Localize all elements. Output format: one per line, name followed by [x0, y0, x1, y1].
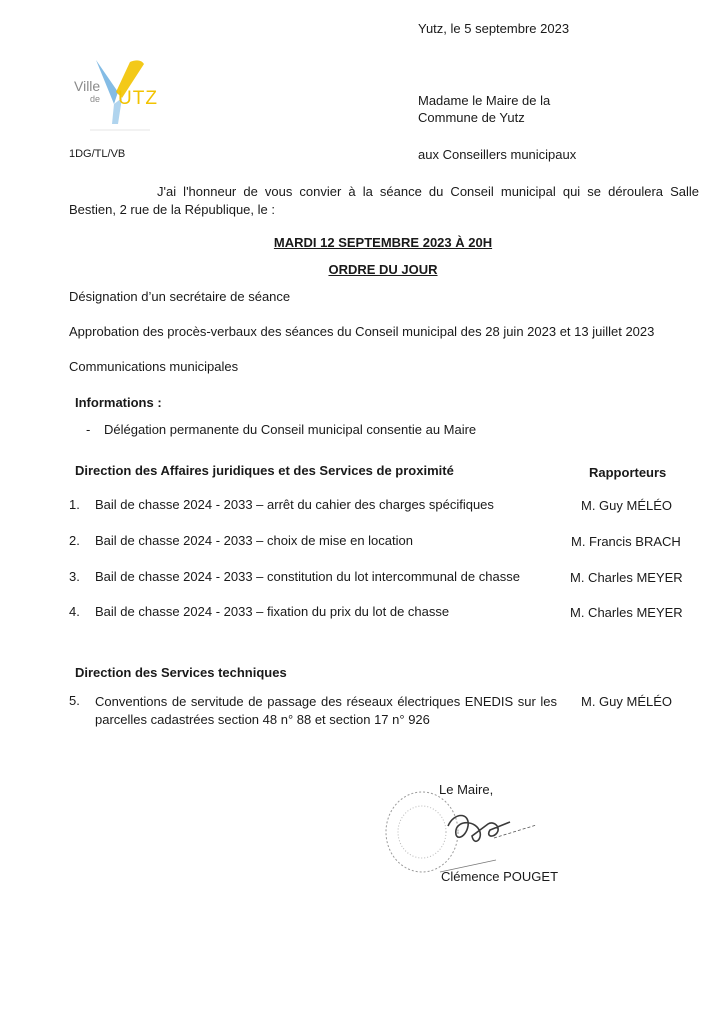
section-heading: Direction des Services techniques	[75, 665, 287, 680]
intro-paragraph: J'ai l'honneur de vous convier à la séance du Conseil municipal qui se déroulera Salle Bestien, 2 rue de la République, le :	[69, 184, 699, 217]
agenda-item-text: Bail de chasse 2024 - 2033 – constitution du lot intercommunal de chasse	[95, 569, 520, 584]
agenda-item-rapporteur: M. Charles MEYER	[570, 570, 683, 585]
agenda-item-rapporteur: M. Charles MEYER	[570, 605, 683, 620]
logo-ville-text: Ville	[74, 78, 101, 94]
recipient-line: aux Conseillers municipaux	[418, 147, 577, 162]
agenda-title: ORDRE DU JOUR	[328, 262, 438, 277]
agenda-item-number: 5.	[69, 693, 80, 708]
preliminary-item: Approbation des procès-verbaux des séances du Conseil municipal des 28 juin 2023 et 13 juillet 2023	[69, 324, 655, 339]
agenda-item-number: 1.	[69, 497, 80, 512]
preliminary-item: Désignation d’un secrétaire de séance	[69, 289, 291, 304]
logo-de-text: de	[90, 94, 101, 104]
sender-line-1: Madame le Maire de la	[418, 93, 551, 108]
agenda-item-number: 3.	[69, 569, 80, 584]
meeting-date-title: MARDI 12 SEPTEMBRE 2023 À 20H	[273, 235, 493, 250]
agenda-item-number: 4.	[69, 604, 80, 619]
document-reference: 1DG/TL/VB	[69, 148, 126, 160]
signature-title: Le Maire,	[439, 782, 494, 797]
information-item: Délégation permanente du Conseil municipal consentie au Maire	[104, 422, 477, 437]
signatory-name: Clémence POUGET	[441, 869, 559, 884]
agenda-item-rapporteur: M. Guy MÉLÉO	[581, 498, 673, 513]
rapporteurs-heading: Rapporteurs	[589, 465, 667, 480]
agenda-item-text: Bail de chasse 2024 - 2033 – arrêt du cahier des charges spécifiques	[95, 497, 494, 512]
informations-heading: Informations :	[75, 395, 162, 410]
ville-de-yutz-logo	[70, 52, 182, 136]
bullet-dash: -	[86, 422, 91, 437]
preliminary-item: Communications municipales	[69, 359, 239, 374]
agenda-item-rapporteur: M. Francis BRACH	[571, 534, 681, 549]
section-heading: Direction des Affaires juridiques et des Services de proximité	[75, 463, 454, 478]
agenda-item-text: Bail de chasse 2024 - 2033 – fixation du prix du lot de chasse	[95, 604, 450, 619]
letter-date: Yutz, le 5 septembre 2023	[418, 21, 570, 36]
agenda-item-text: Conventions de servitude de passage des réseaux électriques ENEDIS sur les parcelles cadastrées section 48 n° 88 et section 17 n° 926	[95, 694, 557, 727]
logo-utz-text: UTZ	[118, 88, 158, 109]
agenda-item-rapporteur: M. Guy MÉLÉO	[581, 694, 673, 709]
agenda-item-number: 2.	[69, 533, 80, 548]
sender-line-2: Commune de Yutz	[418, 110, 525, 125]
agenda-item-text: Bail de chasse 2024 - 2033 – choix de mise en location	[95, 533, 413, 548]
